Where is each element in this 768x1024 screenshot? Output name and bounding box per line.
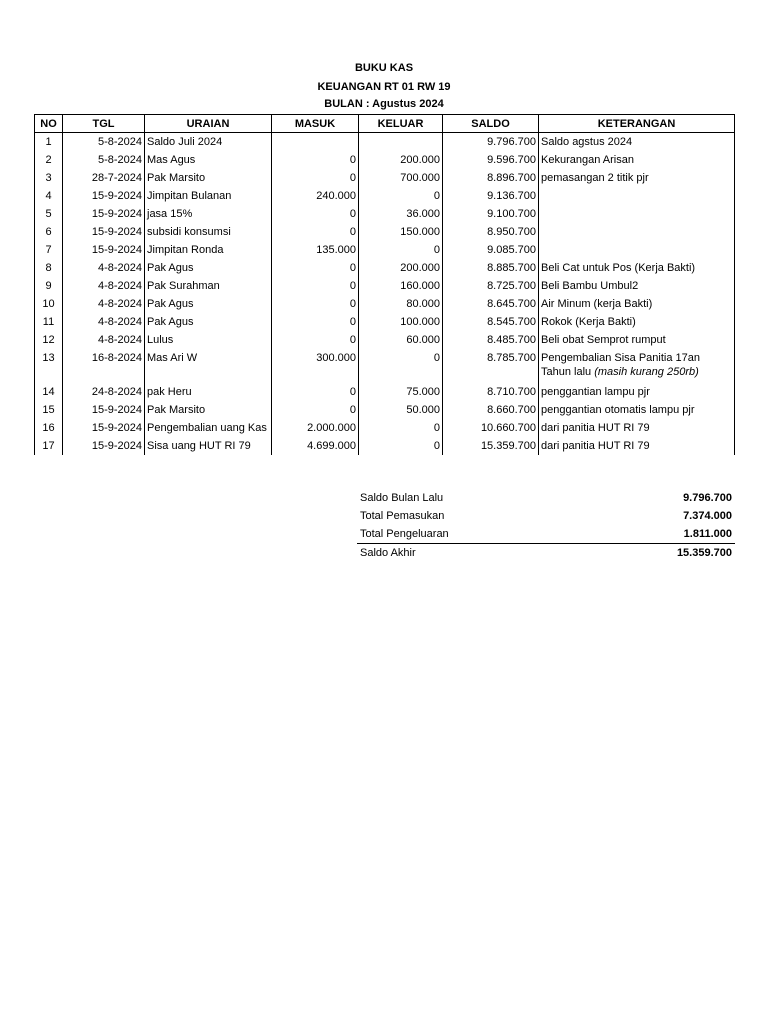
table-row xyxy=(35,437,735,455)
cell-description xyxy=(145,419,272,437)
cell-description xyxy=(145,401,272,419)
cell-no-text: 12 xyxy=(42,334,55,346)
cell-no-text: 9 xyxy=(45,280,52,292)
cell-income xyxy=(272,313,359,331)
cell-description xyxy=(145,241,272,259)
cell-expense xyxy=(359,349,443,383)
cell-expense-text: 0 xyxy=(433,440,440,452)
cell-expense-text: 200.000 xyxy=(400,154,440,166)
cell-date-text: 16-8-2024 xyxy=(91,352,142,364)
cell-income xyxy=(272,349,359,383)
table-row xyxy=(35,277,735,295)
cell-expense xyxy=(359,437,443,455)
cell-balance-text: 9.796.700 xyxy=(487,136,536,148)
cell-income-text: 0 xyxy=(349,334,356,346)
cell-expense-text: 60.000 xyxy=(406,334,440,346)
cell-remarks xyxy=(539,277,735,295)
table-row xyxy=(35,133,735,152)
cell-expense xyxy=(359,383,443,401)
cell-balance xyxy=(443,133,539,152)
summary-row xyxy=(357,507,735,525)
cell-date-text: 4-8-2024 xyxy=(97,316,142,328)
cell-balance xyxy=(443,349,539,383)
cell-date-text: 5-8-2024 xyxy=(97,154,142,166)
cell-expense xyxy=(359,133,443,152)
cell-income xyxy=(272,331,359,349)
cell-expense xyxy=(359,277,443,295)
cell-remarks xyxy=(539,295,735,313)
cell-date-text: 4-8-2024 xyxy=(97,280,142,292)
cell-balance-text: 9.085.700 xyxy=(487,244,536,256)
cell-date-text: 15-9-2024 xyxy=(91,208,142,220)
table-row xyxy=(35,401,735,419)
cell-income xyxy=(272,295,359,313)
cell-description-text: Pak Surahman xyxy=(147,280,220,292)
cell-date xyxy=(63,295,145,313)
cell-date xyxy=(63,205,145,223)
cell-income xyxy=(272,187,359,205)
cell-description-text: pak Heru xyxy=(147,386,192,398)
cell-remarks xyxy=(539,401,735,419)
cell-expense xyxy=(359,313,443,331)
cell-expense-text: 0 xyxy=(433,244,440,256)
cell-remarks xyxy=(539,169,735,187)
cell-description-text: subsidi konsumsi xyxy=(147,226,231,238)
summary-label: Total Pengeluaran xyxy=(360,528,449,540)
cell-description-text: Pak Agus xyxy=(147,316,194,328)
summary-value: 1.811.000 xyxy=(683,528,732,540)
cell-description xyxy=(145,187,272,205)
cell-balance-text: 8.785.700 xyxy=(487,352,536,364)
cell-expense xyxy=(359,205,443,223)
cell-description xyxy=(145,295,272,313)
cell-date-text: 4-8-2024 xyxy=(97,334,142,346)
cell-no xyxy=(35,187,63,205)
cell-date-text: 4-8-2024 xyxy=(97,262,142,274)
cell-balance-text: 9.100.700 xyxy=(487,208,536,220)
cell-date xyxy=(63,331,145,349)
cell-income-text: 0 xyxy=(349,280,356,292)
cell-no-text: 1 xyxy=(45,136,52,148)
cell-remarks-text: Saldo agstus 2024 xyxy=(541,136,633,148)
cell-no-text: 6 xyxy=(45,226,52,238)
cell-description-text: Saldo Juli 2024 xyxy=(147,136,223,148)
cell-date-text: 15-9-2024 xyxy=(91,244,142,256)
cell-no xyxy=(35,419,63,437)
cell-balance-text: 8.710.700 xyxy=(487,386,536,398)
cell-expense-text: 160.000 xyxy=(400,280,440,292)
cell-date-text: 15-9-2024 xyxy=(91,422,142,434)
cell-description xyxy=(145,259,272,277)
table-body xyxy=(35,133,735,456)
table-row xyxy=(35,259,735,277)
summary-label: Saldo Bulan Lalu xyxy=(360,492,444,504)
cell-description-text: Mas Ari W xyxy=(147,352,198,364)
cell-date-text: 15-9-2024 xyxy=(91,190,142,202)
cell-description xyxy=(145,151,272,169)
cell-no-text: 7 xyxy=(45,244,52,256)
cell-remarks-text: Pengembalian Sisa Panitia 17an Tahun lalu xyxy=(541,352,701,378)
cell-expense-text: 50.000 xyxy=(406,404,440,416)
summary-label: Total Pemasukan xyxy=(360,510,445,522)
cell-expense xyxy=(359,419,443,437)
cell-expense xyxy=(359,187,443,205)
cell-no xyxy=(35,383,63,401)
cell-description xyxy=(145,223,272,241)
cell-date xyxy=(63,169,145,187)
table-row xyxy=(35,295,735,313)
cell-date xyxy=(63,259,145,277)
cell-remarks-text: Kekurangan Arisan xyxy=(541,154,634,166)
table-row xyxy=(35,169,735,187)
cell-expense xyxy=(359,241,443,259)
cell-balance xyxy=(443,277,539,295)
cell-expense-text: 80.000 xyxy=(406,298,440,310)
column-header-keluar: KELUAR xyxy=(359,115,443,133)
summary-row xyxy=(357,543,735,562)
cell-balance-text: 8.645.700 xyxy=(487,298,536,310)
cell-income-text: 0 xyxy=(349,172,356,184)
cell-balance-text: 8.545.700 xyxy=(487,316,536,328)
column-header-saldo: SALDO xyxy=(443,115,539,133)
cell-description-text: Sisa uang HUT RI 79 xyxy=(147,440,251,452)
cell-description-text: jasa 15% xyxy=(147,208,193,220)
cell-balance xyxy=(443,241,539,259)
cell-remarks-text: Beli obat Semprot rumput xyxy=(541,334,666,346)
cell-balance-text: 8.885.700 xyxy=(487,262,536,274)
cell-no xyxy=(35,401,63,419)
cell-remarks xyxy=(539,205,735,223)
cell-balance-text: 9.136.700 xyxy=(487,190,536,202)
cell-no-text: 11 xyxy=(42,316,55,328)
cell-income-text: 0 xyxy=(349,208,356,220)
cell-income xyxy=(272,151,359,169)
cell-date-text: 28-7-2024 xyxy=(91,172,142,184)
cell-no-text: 8 xyxy=(45,262,52,274)
cell-description-text: Pak Marsito xyxy=(147,404,206,416)
cell-date-text: 5-8-2024 xyxy=(97,136,142,148)
cell-expense-text: 75.000 xyxy=(406,386,440,398)
cell-description-text: Jimpitan Ronda xyxy=(147,244,224,256)
cell-date-text: 15-9-2024 xyxy=(91,226,142,238)
cell-income xyxy=(272,223,359,241)
cell-remarks-text: penggantian otomatis lampu pjr xyxy=(541,404,695,416)
cell-income-text: 0 xyxy=(349,226,356,238)
cell-remarks xyxy=(539,223,735,241)
cash-ledger-table xyxy=(34,114,735,455)
cell-expense-text: 0 xyxy=(433,422,440,434)
cell-description xyxy=(145,331,272,349)
cell-description-text: Pak Agus xyxy=(147,298,194,310)
table-row xyxy=(35,223,735,241)
cell-remarks-text: Beli Bambu Umbul2 xyxy=(541,280,639,292)
cell-expense xyxy=(359,259,443,277)
cell-income-text: 0 xyxy=(349,298,356,310)
cell-description xyxy=(145,133,272,152)
cell-remarks xyxy=(539,349,735,383)
table-row xyxy=(35,151,735,169)
document-period: BULAN : Agustus 2024 xyxy=(324,98,444,110)
cell-income xyxy=(272,437,359,455)
cell-no-text: 4 xyxy=(45,190,52,202)
cell-remarks xyxy=(539,331,735,349)
cell-no xyxy=(35,277,63,295)
cell-expense xyxy=(359,401,443,419)
cell-income-text: 0 xyxy=(349,316,356,328)
cell-balance xyxy=(443,151,539,169)
column-header-tgl: TGL xyxy=(63,115,145,133)
cell-balance xyxy=(443,187,539,205)
cell-income xyxy=(272,133,359,152)
cell-income xyxy=(272,241,359,259)
cell-income-text: 0 xyxy=(349,262,356,274)
table-row xyxy=(35,349,735,383)
cell-date xyxy=(63,133,145,152)
cell-remarks xyxy=(539,133,735,152)
cell-remarks-text: Air Minum (kerja Bakti) xyxy=(541,298,653,310)
cell-no xyxy=(35,331,63,349)
cell-balance xyxy=(443,331,539,349)
summary-row xyxy=(357,489,735,507)
cell-income-text: 0 xyxy=(349,386,356,398)
cell-no-text: 2 xyxy=(45,154,52,166)
cell-expense xyxy=(359,169,443,187)
cell-expense-text: 200.000 xyxy=(400,262,440,274)
cell-no-text: 17 xyxy=(42,440,55,452)
cell-balance-text: 9.596.700 xyxy=(487,154,536,166)
cell-balance xyxy=(443,383,539,401)
cell-balance-text: 8.660.700 xyxy=(487,404,536,416)
cell-expense xyxy=(359,331,443,349)
cell-income xyxy=(272,259,359,277)
cell-balance xyxy=(443,313,539,331)
cell-date-text: 24-8-2024 xyxy=(91,386,142,398)
cell-no xyxy=(35,295,63,313)
cell-description xyxy=(145,205,272,223)
cell-no xyxy=(35,437,63,455)
cell-no-text: 10 xyxy=(42,298,55,310)
cell-description xyxy=(145,383,272,401)
cell-expense-text: 100.000 xyxy=(400,316,440,328)
cell-date xyxy=(63,223,145,241)
cell-balance xyxy=(443,295,539,313)
cell-description xyxy=(145,277,272,295)
cell-income-text: 4.699.000 xyxy=(307,440,356,452)
document-subtitle: KEUANGAN RT 01 RW 19 xyxy=(317,81,451,93)
document-title: BUKU KAS xyxy=(354,62,414,74)
cell-expense-text: 0 xyxy=(433,190,440,202)
cell-description-text: Pak Agus xyxy=(147,262,194,274)
cell-no xyxy=(35,151,63,169)
cell-expense-text: 36.000 xyxy=(406,208,440,220)
cell-remarks xyxy=(539,437,735,455)
cell-remarks-text: Beli Cat untuk Pos (Kerja Bakti) xyxy=(541,262,696,274)
cell-balance xyxy=(443,169,539,187)
cell-no xyxy=(35,313,63,331)
cell-description-text: Lulus xyxy=(147,334,174,346)
cell-description-text: Pengembalian uang Kas xyxy=(147,422,267,434)
table-row xyxy=(35,419,735,437)
cell-description xyxy=(145,349,272,383)
cell-income-text: 2.000.000 xyxy=(307,422,356,434)
cell-description-text: Pak Marsito xyxy=(147,172,206,184)
summary-block xyxy=(357,489,735,562)
column-header-keterangan: KETERANGAN xyxy=(539,115,735,133)
cell-date xyxy=(63,383,145,401)
cell-expense xyxy=(359,223,443,241)
cell-balance-text: 8.896.700 xyxy=(487,172,536,184)
cell-expense-text: 150.000 xyxy=(400,226,440,238)
cell-income-text: 135.000 xyxy=(316,244,356,256)
cell-date xyxy=(63,437,145,455)
cell-income-text: 300.000 xyxy=(316,352,356,364)
cell-balance-text: 8.485.700 xyxy=(487,334,536,346)
cell-balance xyxy=(443,205,539,223)
table-row xyxy=(35,241,735,259)
cell-income-text: 0 xyxy=(349,154,356,166)
cell-balance-text: 8.950.700 xyxy=(487,226,536,238)
cell-description xyxy=(145,169,272,187)
cell-date xyxy=(63,349,145,383)
cell-remarks xyxy=(539,151,735,169)
cell-no xyxy=(35,259,63,277)
summary-label: Saldo Akhir xyxy=(360,547,416,559)
cell-no-text: 5 xyxy=(45,208,52,220)
cell-no xyxy=(35,169,63,187)
cell-date-text: 15-9-2024 xyxy=(91,404,142,416)
cell-income xyxy=(272,277,359,295)
cell-expense-text: 700.000 xyxy=(400,172,440,184)
table-row xyxy=(35,331,735,349)
cell-balance xyxy=(443,259,539,277)
cell-description-text: Jimpitan Bulanan xyxy=(147,190,232,202)
cell-income xyxy=(272,401,359,419)
cell-remarks-text: Rokok (Kerja Bakti) xyxy=(541,316,636,328)
cell-no-text: 13 xyxy=(42,352,55,364)
cell-no-text: 16 xyxy=(42,422,55,434)
cell-remarks-note: (masih kurang 250rb) xyxy=(594,366,699,378)
cell-date-text: 4-8-2024 xyxy=(97,298,142,310)
column-header-masuk: MASUK xyxy=(272,115,359,133)
cell-no xyxy=(35,205,63,223)
cell-remarks-text: pemasangan 2 titik pjr xyxy=(541,172,649,184)
summary-value: 7.374.000 xyxy=(683,510,732,522)
column-header-uraian: URAIAN xyxy=(145,115,272,133)
cell-no xyxy=(35,349,63,383)
cell-remarks-text: penggantian lampu pjr xyxy=(541,386,650,398)
cell-no xyxy=(35,133,63,152)
cell-remarks xyxy=(539,187,735,205)
cell-balance xyxy=(443,223,539,241)
cell-no xyxy=(35,241,63,259)
cell-no-text: 15 xyxy=(42,404,55,416)
cell-no-text: 14 xyxy=(42,386,55,398)
cell-date xyxy=(63,187,145,205)
cell-balance xyxy=(443,419,539,437)
cell-date xyxy=(63,419,145,437)
cell-balance-text: 8.725.700 xyxy=(487,280,536,292)
cell-date xyxy=(63,313,145,331)
cell-date xyxy=(63,401,145,419)
summary-value: 15.359.700 xyxy=(676,547,732,559)
cell-remarks xyxy=(539,383,735,401)
cell-date-text: 15-9-2024 xyxy=(91,440,142,452)
cell-income xyxy=(272,383,359,401)
cell-remarks xyxy=(539,259,735,277)
cell-remarks xyxy=(539,241,735,259)
cell-balance-text: 10.660.700 xyxy=(480,422,536,434)
cell-expense-text: 0 xyxy=(433,352,440,364)
cell-income-text: 240.000 xyxy=(316,190,356,202)
cell-description xyxy=(145,313,272,331)
cell-no xyxy=(35,223,63,241)
cell-remarks-text: dari panitia HUT RI 79 xyxy=(541,440,650,452)
cell-balance xyxy=(443,401,539,419)
table-row xyxy=(35,313,735,331)
cell-date xyxy=(63,241,145,259)
cell-expense xyxy=(359,295,443,313)
table-row xyxy=(35,205,735,223)
cell-date xyxy=(63,277,145,295)
cell-balance xyxy=(443,437,539,455)
cell-income xyxy=(272,169,359,187)
cell-balance-text: 15.359.700 xyxy=(480,440,536,452)
column-header-no: NO xyxy=(35,115,63,133)
summary-value: 9.796.700 xyxy=(683,492,732,504)
cell-remarks xyxy=(539,313,735,331)
cell-date xyxy=(63,151,145,169)
cell-description xyxy=(145,437,272,455)
summary-row xyxy=(357,525,735,543)
table-row xyxy=(35,187,735,205)
cell-remarks xyxy=(539,419,735,437)
cell-income xyxy=(272,419,359,437)
cell-expense xyxy=(359,151,443,169)
table-row xyxy=(35,383,735,401)
cell-description-text: Mas Agus xyxy=(147,154,196,166)
cell-income xyxy=(272,205,359,223)
table-header-row xyxy=(35,115,735,133)
cell-remarks-text: dari panitia HUT RI 79 xyxy=(541,422,650,434)
cell-no-text: 3 xyxy=(45,172,52,184)
cell-income-text: 0 xyxy=(349,404,356,416)
